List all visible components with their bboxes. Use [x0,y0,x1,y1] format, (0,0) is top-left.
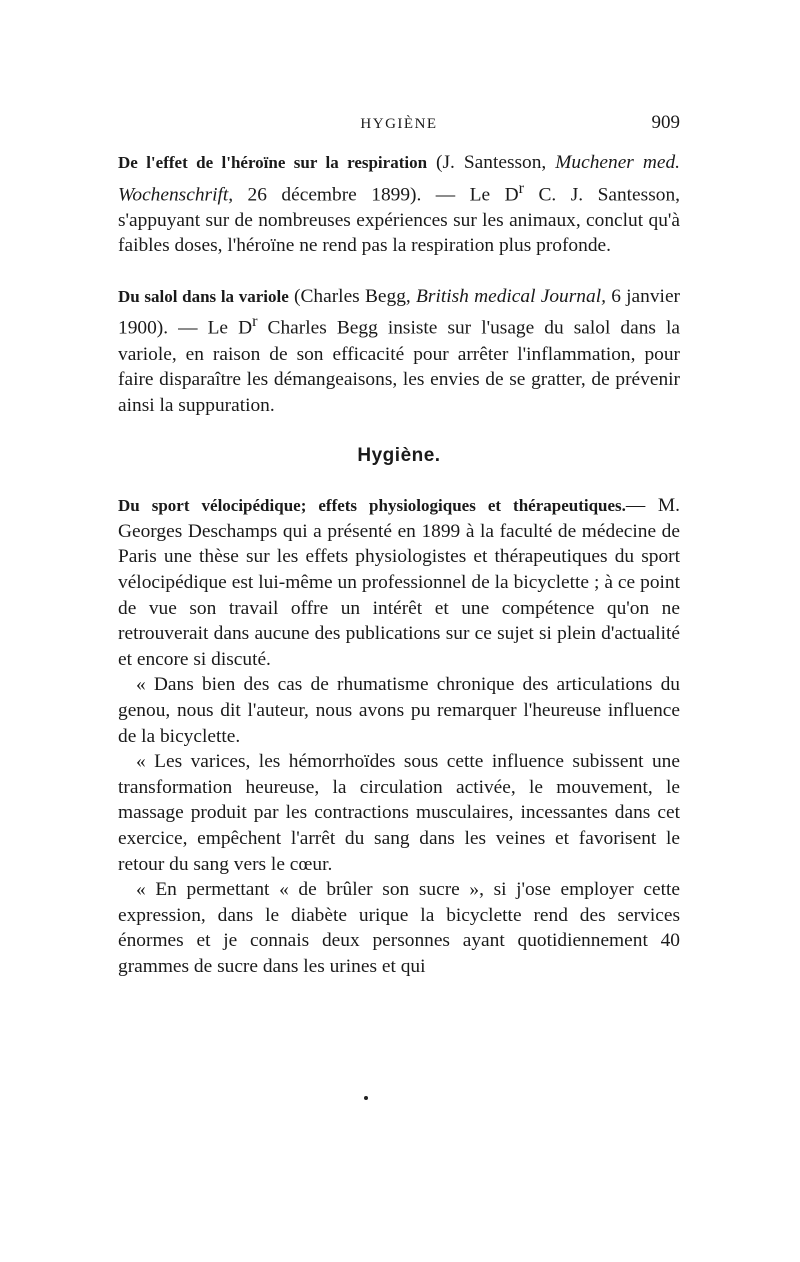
ink-speck [364,1096,368,1100]
entry-title: Du sport vélocipédique; effets physiologiques et thérapeutiques. [118,496,626,516]
section-intro [118,493,680,672]
book-page [118,106,680,980]
citation-open: (Charles Begg, [288,285,417,307]
citation-rest: 26 décembre 1899). — Le D [233,184,519,206]
citation-rest: 6 janvier 1900). — Le D [118,285,681,339]
journal-name: British medical Journal, [416,285,606,307]
running-title: HYGIÈNE [360,116,438,132]
citation-open: (J. Santesson, [427,152,556,173]
superscript: r [252,313,258,331]
journal-name: Muchener med. Wochenschrift, [118,152,680,206]
superscript: r [518,179,524,197]
section-heading: Hygiène. [357,445,441,467]
entry-body: Charles Begg insiste sur l'usage du salol dans la variole, en raison de son efficacité pour arrêter l'inflammation, pour faire disparaître les démangeaisons, les envies de se gratter, de prévenir ainsi la suppuration. [118,317,680,416]
entry-salol [118,284,680,418]
entry-title: De l'effet de l'héroïne sur la respiration [118,153,428,172]
entry-heroine [118,150,680,259]
intro-text: — M. Georges Deschamps qui a présenté en 1899 à la faculté de médecine de Paris une thèse sur les effets physiologistes et thérapeutiques du sport vélocipédique est lui-même un professionnel de la bicyclette ; à ce point de vue son travail offre un intérêt et une compétence qu'on ne retrouverait dans aucune des publications sur ce sujet si plein d'actualité et encore si discuté. [118,495,680,670]
running-head [118,106,680,140]
paragraph: « Dans bien des cas de rhumatisme chronique des articulations du genou, nous dit l'auteur, nous avons pu remarquer l'heureuse influence de la bicyclette. [118,674,680,747]
entry-body: C. J. Santesson, s'appuyant sur de nombreuses expériences sur les animaux, conclut qu'à faibles doses, l'héroïne ne rend pas la respiration plus profonde. [118,184,680,257]
entry-title: Du salol dans la variole [118,286,289,306]
page-number: 909 [651,112,680,133]
paragraph: « En permettant « de brûler son sucre », si j'ose employer cette expression, dans le diabète urique la bicyclette rend des services énormes et je connais deux personnes ayant quotidiennement 40 grammes de sucre dans les urines et qui [118,879,680,977]
paragraph: « Les varices, les hémorrhoïdes sous cette influence subissent une transformation heureuse, la circulation activée, le mouvement, le massage produit par les contractions musculaires, incessantes dans cet exercice, empêchent l'arrêt du sang dans les veines et favorisent le retour du sang vers le cœur. [118,751,680,875]
